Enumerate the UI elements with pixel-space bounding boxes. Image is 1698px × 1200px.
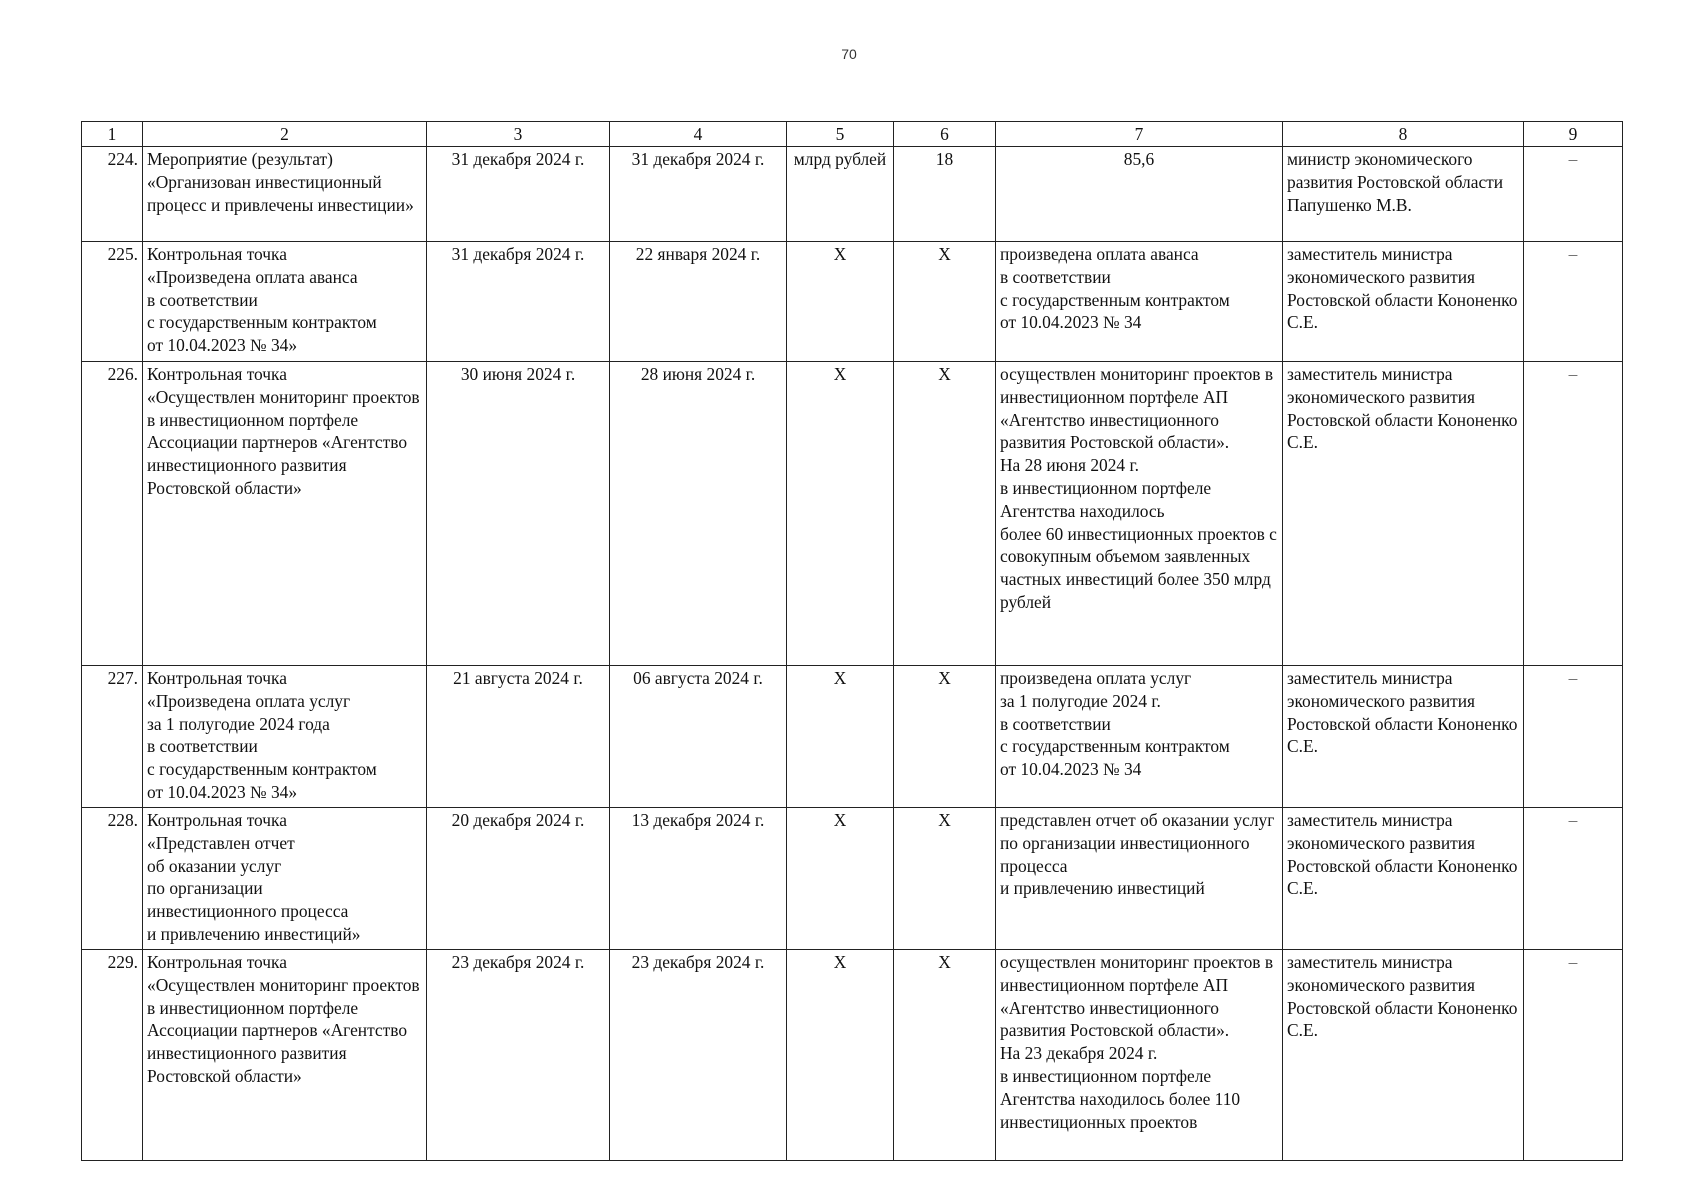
fact-value: 85,6 [996,147,1283,242]
event-name: Контрольная точка «Произведена оплата услуг за 1 полугодие 2024 года в соответствии с государственным контрактом от 10.04.2023 № 34» [143,666,427,808]
unit: млрд рублей [787,147,894,242]
responsible-person: министр экономического развития Ростовской области Папушенко М.В. [1283,147,1524,242]
row-number: 224. [82,147,143,242]
plan-date: 31 декабря 2024 г. [427,242,610,362]
column-header: 1 [82,122,143,147]
event-name: Контрольная точка «Осуществлен мониторинг проектов в инвестиционном портфеле Ассоциации партнеров «Агентство инвестиционного развития Ростовской области» [143,950,427,1161]
column-header: 8 [1283,122,1524,147]
note: – [1524,808,1623,950]
note: – [1524,147,1623,242]
responsible-person: заместитель министра экономического развития Ростовской области Кононенко С.Е. [1283,362,1524,666]
plan-value: Х [894,808,996,950]
plan-date: 20 декабря 2024 г. [427,808,610,950]
fact-value: осуществлен мониторинг проектов в инвестиционном портфеле АП «Агентство инвестиционного развития Ростовской области». На 23 декабря 2024 г. в инвестиционном портфеле Агентства находилось более 110 инвестиционных проектов [996,950,1283,1161]
column-header: 3 [427,122,610,147]
fact-date: 22 января 2024 г. [610,242,787,362]
column-header: 4 [610,122,787,147]
fact-date: 06 августа 2024 г. [610,666,787,808]
plan-value: Х [894,362,996,666]
plan-value: Х [894,950,996,1161]
column-header: 9 [1524,122,1623,147]
unit: Х [787,242,894,362]
unit: Х [787,666,894,808]
plan-value: Х [894,242,996,362]
row-number: 226. [82,362,143,666]
unit: Х [787,950,894,1161]
plan-date: 23 декабря 2024 г. [427,950,610,1161]
responsible-person: заместитель министра экономического развития Ростовской области Кононенко С.Е. [1283,242,1524,362]
responsible-person: заместитель министра экономического развития Ростовской области Кононенко С.Е. [1283,808,1524,950]
responsible-person: заместитель министра экономического развития Ростовской области Кононенко С.Е. [1283,950,1524,1161]
table-row [82,242,1623,362]
event-name: Мероприятие (результат) «Организован инвестиционный процесс и привлечены инвестиции» [143,147,427,242]
note: – [1524,950,1623,1161]
fact-date: 31 декабря 2024 г. [610,147,787,242]
row-number: 229. [82,950,143,1161]
responsible-person: заместитель министра экономического развития Ростовской области Кононенко С.Е. [1283,666,1524,808]
table-row [82,808,1623,950]
note: – [1524,666,1623,808]
fact-value: произведена оплата услуг за 1 полугодие 2024 г. в соответствии с государственным контрактом от 10.04.2023 № 34 [996,666,1283,808]
event-name: Контрольная точка «Произведена оплата аванса в соответствии с государственным контрактом от 10.04.2023 № 34» [143,242,427,362]
plan-date: 30 июня 2024 г. [427,362,610,666]
table-row [82,950,1623,1161]
event-name: Контрольная точка «Осуществлен мониторинг проектов в инвестиционном портфеле Ассоциации партнеров «Агентство инвестиционного развития Ростовской области» [143,362,427,666]
report-table [81,121,1623,1161]
column-header: 6 [894,122,996,147]
table-row [82,147,1623,242]
page-number: 70 [841,46,857,62]
column-header: 2 [143,122,427,147]
header-row [82,122,1623,147]
fact-value: представлен отчет об оказании услуг по организации инвестиционного процесса и привлечению инвестиций [996,808,1283,950]
fact-date: 13 декабря 2024 г. [610,808,787,950]
column-header: 7 [996,122,1283,147]
event-name: Контрольная точка «Представлен отчет об оказании услуг по организации инвестиционного процесса и привлечению инвестиций» [143,808,427,950]
fact-date: 23 декабря 2024 г. [610,950,787,1161]
plan-date: 31 декабря 2024 г. [427,147,610,242]
note: – [1524,362,1623,666]
unit: Х [787,362,894,666]
row-number: 227. [82,666,143,808]
fact-value: произведена оплата аванса в соответствии с государственным контрактом от 10.04.2023 № 34 [996,242,1283,362]
table-row [82,666,1623,808]
plan-value: 18 [894,147,996,242]
plan-date: 21 августа 2024 г. [427,666,610,808]
unit: Х [787,808,894,950]
fact-date: 28 июня 2024 г. [610,362,787,666]
row-number: 225. [82,242,143,362]
fact-value: осуществлен мониторинг проектов в инвестиционном портфеле АП «Агентство инвестиционного развития Ростовской области». На 28 июня 2024 г. в инвестиционном портфеле Агентства находилось более 60 инвестиционных проектов с совокупным объемом заявленных частных инвестиций более 350 млрд рублей [996,362,1283,666]
table-row [82,362,1623,666]
row-number: 228. [82,808,143,950]
note: – [1524,242,1623,362]
plan-value: Х [894,666,996,808]
column-header: 5 [787,122,894,147]
